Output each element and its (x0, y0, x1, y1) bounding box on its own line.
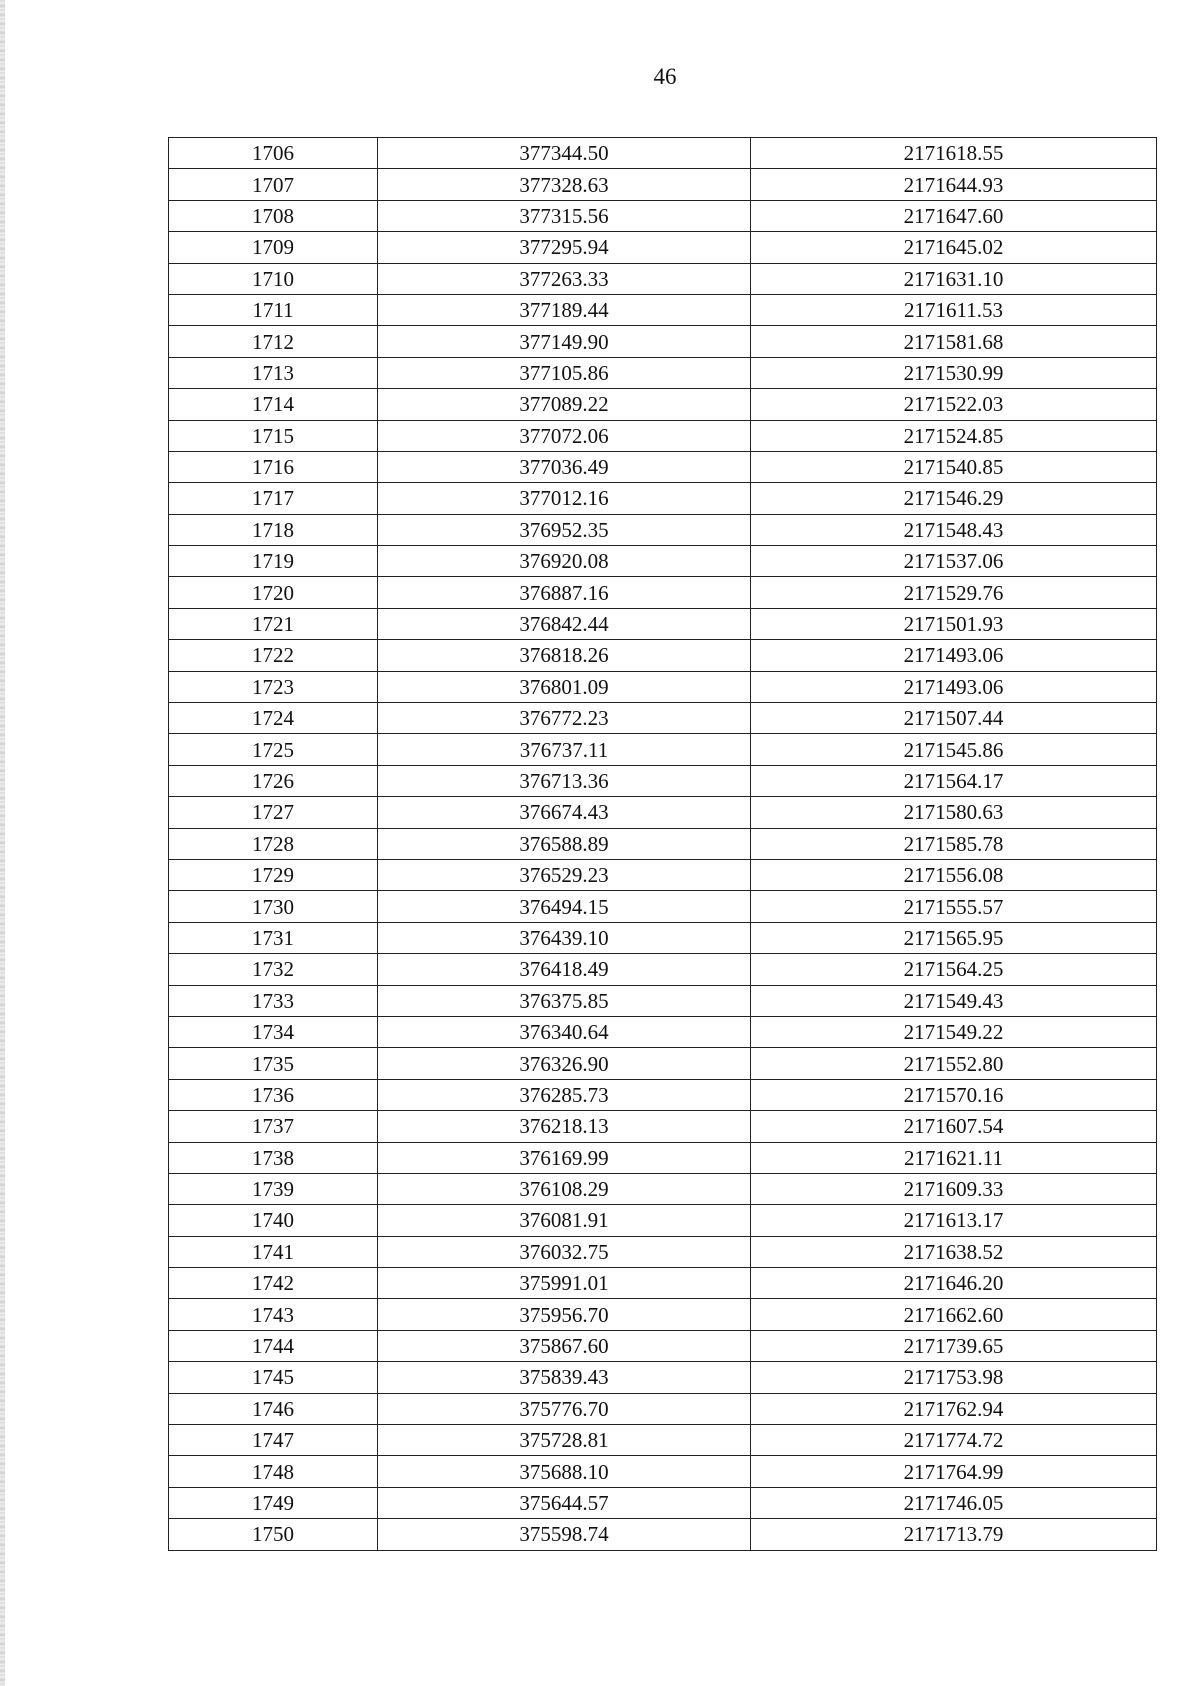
table-row (169, 734, 1157, 765)
table-row (169, 954, 1157, 985)
x-coordinate-cell: 376285.73 (378, 1079, 751, 1110)
point-id-cell: 1718 (169, 514, 378, 545)
x-coordinate-cell: 376418.49 (378, 954, 751, 985)
x-coordinate-cell: 377149.90 (378, 326, 751, 357)
x-coordinate-cell: 376439.10 (378, 922, 751, 953)
y-coordinate-cell: 2171746.05 (751, 1487, 1157, 1518)
x-coordinate-cell: 375688.10 (378, 1456, 751, 1487)
table-row (169, 232, 1157, 263)
x-coordinate-cell: 376340.64 (378, 1016, 751, 1047)
point-id-cell: 1747 (169, 1425, 378, 1456)
x-coordinate-cell: 376169.99 (378, 1142, 751, 1173)
point-id-cell: 1724 (169, 703, 378, 734)
x-coordinate-cell: 376952.35 (378, 514, 751, 545)
y-coordinate-cell: 2171529.76 (751, 577, 1157, 608)
point-id-cell: 1738 (169, 1142, 378, 1173)
y-coordinate-cell: 2171613.17 (751, 1205, 1157, 1236)
y-coordinate-cell: 2171493.06 (751, 671, 1157, 702)
y-coordinate-cell: 2171631.10 (751, 263, 1157, 294)
point-id-cell: 1736 (169, 1079, 378, 1110)
point-id-cell: 1740 (169, 1205, 378, 1236)
point-id-cell: 1749 (169, 1487, 378, 1518)
x-coordinate-cell: 376529.23 (378, 859, 751, 890)
x-coordinate-cell: 376713.36 (378, 765, 751, 796)
table-row (169, 1519, 1157, 1550)
table-row (169, 891, 1157, 922)
table-row (169, 1299, 1157, 1330)
x-coordinate-cell: 376818.26 (378, 640, 751, 671)
table-row (169, 703, 1157, 734)
point-id-cell: 1727 (169, 797, 378, 828)
x-coordinate-cell: 377295.94 (378, 232, 751, 263)
table-row (169, 1330, 1157, 1361)
coordinate-table (168, 137, 1157, 1551)
point-id-cell: 1742 (169, 1268, 378, 1299)
table-row (169, 985, 1157, 1016)
x-coordinate-cell: 377328.63 (378, 169, 751, 200)
x-coordinate-cell: 376772.23 (378, 703, 751, 734)
y-coordinate-cell: 2171501.93 (751, 608, 1157, 639)
x-coordinate-cell: 377315.56 (378, 200, 751, 231)
x-coordinate-cell: 376674.43 (378, 797, 751, 828)
x-coordinate-cell: 375956.70 (378, 1299, 751, 1330)
y-coordinate-cell: 2171549.22 (751, 1016, 1157, 1047)
y-coordinate-cell: 2171522.03 (751, 389, 1157, 420)
table-row (169, 294, 1157, 325)
y-coordinate-cell: 2171537.06 (751, 546, 1157, 577)
y-coordinate-cell: 2171638.52 (751, 1236, 1157, 1267)
x-coordinate-cell: 377105.86 (378, 357, 751, 388)
point-id-cell: 1712 (169, 326, 378, 357)
y-coordinate-cell: 2171546.29 (751, 483, 1157, 514)
y-coordinate-cell: 2171662.60 (751, 1299, 1157, 1330)
point-id-cell: 1709 (169, 232, 378, 263)
y-coordinate-cell: 2171764.99 (751, 1456, 1157, 1487)
y-coordinate-cell: 2171647.60 (751, 200, 1157, 231)
x-coordinate-cell: 376375.85 (378, 985, 751, 1016)
table-row (169, 577, 1157, 608)
y-coordinate-cell: 2171580.63 (751, 797, 1157, 828)
y-coordinate-cell: 2171530.99 (751, 357, 1157, 388)
point-id-cell: 1737 (169, 1111, 378, 1142)
y-coordinate-cell: 2171645.02 (751, 232, 1157, 263)
table-row (169, 828, 1157, 859)
table-row (169, 1079, 1157, 1110)
y-coordinate-cell: 2171581.68 (751, 326, 1157, 357)
x-coordinate-cell: 376081.91 (378, 1205, 751, 1236)
y-coordinate-cell: 2171774.72 (751, 1425, 1157, 1456)
table-row (169, 1142, 1157, 1173)
point-id-cell: 1710 (169, 263, 378, 294)
y-coordinate-cell: 2171564.17 (751, 765, 1157, 796)
table-row (169, 169, 1157, 200)
x-coordinate-cell: 376920.08 (378, 546, 751, 577)
y-coordinate-cell: 2171564.25 (751, 954, 1157, 985)
table-row (169, 1173, 1157, 1204)
y-coordinate-cell: 2171611.53 (751, 294, 1157, 325)
table-row (169, 797, 1157, 828)
y-coordinate-cell: 2171570.16 (751, 1079, 1157, 1110)
point-id-cell: 1732 (169, 954, 378, 985)
x-coordinate-cell: 375776.70 (378, 1393, 751, 1424)
point-id-cell: 1729 (169, 859, 378, 890)
table-row (169, 326, 1157, 357)
point-id-cell: 1707 (169, 169, 378, 200)
x-coordinate-cell: 376108.29 (378, 1173, 751, 1204)
x-coordinate-cell: 377072.06 (378, 420, 751, 451)
point-id-cell: 1746 (169, 1393, 378, 1424)
point-id-cell: 1708 (169, 200, 378, 231)
table-row (169, 608, 1157, 639)
x-coordinate-cell: 375728.81 (378, 1425, 751, 1456)
y-coordinate-cell: 2171524.85 (751, 420, 1157, 451)
table-row (169, 357, 1157, 388)
x-coordinate-cell: 375644.57 (378, 1487, 751, 1518)
x-coordinate-cell: 377263.33 (378, 263, 751, 294)
point-id-cell: 1741 (169, 1236, 378, 1267)
point-id-cell: 1748 (169, 1456, 378, 1487)
y-coordinate-cell: 2171585.78 (751, 828, 1157, 859)
y-coordinate-cell: 2171618.55 (751, 138, 1157, 169)
table-row (169, 1111, 1157, 1142)
table-row (169, 451, 1157, 482)
point-id-cell: 1745 (169, 1362, 378, 1393)
y-coordinate-cell: 2171548.43 (751, 514, 1157, 545)
x-coordinate-cell: 376737.11 (378, 734, 751, 765)
table-row (169, 859, 1157, 890)
point-id-cell: 1731 (169, 922, 378, 953)
table-row (169, 1236, 1157, 1267)
table-row (169, 1016, 1157, 1047)
table-row (169, 1048, 1157, 1079)
point-id-cell: 1723 (169, 671, 378, 702)
x-coordinate-cell: 376842.44 (378, 608, 751, 639)
point-id-cell: 1726 (169, 765, 378, 796)
x-coordinate-cell: 375598.74 (378, 1519, 751, 1550)
table-row (169, 1268, 1157, 1299)
table-row (169, 1425, 1157, 1456)
x-coordinate-cell: 377089.22 (378, 389, 751, 420)
point-id-cell: 1706 (169, 138, 378, 169)
table-row (169, 922, 1157, 953)
y-coordinate-cell: 2171540.85 (751, 451, 1157, 482)
x-coordinate-cell: 376218.13 (378, 1111, 751, 1142)
table-row (169, 420, 1157, 451)
y-coordinate-cell: 2171507.44 (751, 703, 1157, 734)
y-coordinate-cell: 2171565.95 (751, 922, 1157, 953)
x-coordinate-cell: 375867.60 (378, 1330, 751, 1361)
y-coordinate-cell: 2171644.93 (751, 169, 1157, 200)
table-row (169, 640, 1157, 671)
x-coordinate-cell: 377189.44 (378, 294, 751, 325)
point-id-cell: 1713 (169, 357, 378, 388)
y-coordinate-cell: 2171545.86 (751, 734, 1157, 765)
y-coordinate-cell: 2171549.43 (751, 985, 1157, 1016)
x-coordinate-cell: 375839.43 (378, 1362, 751, 1393)
table-row (169, 483, 1157, 514)
point-id-cell: 1725 (169, 734, 378, 765)
y-coordinate-cell: 2171609.33 (751, 1173, 1157, 1204)
y-coordinate-cell: 2171646.20 (751, 1268, 1157, 1299)
x-coordinate-cell: 376588.89 (378, 828, 751, 859)
y-coordinate-cell: 2171753.98 (751, 1362, 1157, 1393)
y-coordinate-cell: 2171555.57 (751, 891, 1157, 922)
x-coordinate-cell: 377344.50 (378, 138, 751, 169)
y-coordinate-cell: 2171607.54 (751, 1111, 1157, 1142)
x-coordinate-cell: 376326.90 (378, 1048, 751, 1079)
x-coordinate-cell: 377012.16 (378, 483, 751, 514)
point-id-cell: 1730 (169, 891, 378, 922)
table-row (169, 765, 1157, 796)
table-body (169, 138, 1157, 1551)
y-coordinate-cell: 2171762.94 (751, 1393, 1157, 1424)
point-id-cell: 1717 (169, 483, 378, 514)
table-row (169, 263, 1157, 294)
y-coordinate-cell: 2171552.80 (751, 1048, 1157, 1079)
x-coordinate-cell: 376032.75 (378, 1236, 751, 1267)
point-id-cell: 1719 (169, 546, 378, 577)
point-id-cell: 1739 (169, 1173, 378, 1204)
table-row (169, 200, 1157, 231)
table-row (169, 546, 1157, 577)
point-id-cell: 1750 (169, 1519, 378, 1550)
y-coordinate-cell: 2171739.65 (751, 1330, 1157, 1361)
point-id-cell: 1743 (169, 1299, 378, 1330)
table-row (169, 514, 1157, 545)
point-id-cell: 1722 (169, 640, 378, 671)
table-row (169, 671, 1157, 702)
table-row (169, 1456, 1157, 1487)
scan-edge (0, 0, 5, 1686)
table-row (169, 1487, 1157, 1518)
x-coordinate-cell: 376494.15 (378, 891, 751, 922)
table-row (169, 1393, 1157, 1424)
point-id-cell: 1711 (169, 294, 378, 325)
x-coordinate-cell: 377036.49 (378, 451, 751, 482)
point-id-cell: 1733 (169, 985, 378, 1016)
x-coordinate-cell: 376887.16 (378, 577, 751, 608)
x-coordinate-cell: 376801.09 (378, 671, 751, 702)
table-row (169, 389, 1157, 420)
y-coordinate-cell: 2171621.11 (751, 1142, 1157, 1173)
x-coordinate-cell: 375991.01 (378, 1268, 751, 1299)
y-coordinate-cell: 2171713.79 (751, 1519, 1157, 1550)
point-id-cell: 1728 (169, 828, 378, 859)
table-row (169, 1362, 1157, 1393)
point-id-cell: 1720 (169, 577, 378, 608)
point-id-cell: 1735 (169, 1048, 378, 1079)
table-row (169, 138, 1157, 169)
y-coordinate-cell: 2171493.06 (751, 640, 1157, 671)
page-number: 46 (653, 64, 677, 89)
point-id-cell: 1744 (169, 1330, 378, 1361)
point-id-cell: 1716 (169, 451, 378, 482)
point-id-cell: 1734 (169, 1016, 378, 1047)
point-id-cell: 1714 (169, 389, 378, 420)
table-row (169, 1205, 1157, 1236)
y-coordinate-cell: 2171556.08 (751, 859, 1157, 890)
point-id-cell: 1715 (169, 420, 378, 451)
point-id-cell: 1721 (169, 608, 378, 639)
